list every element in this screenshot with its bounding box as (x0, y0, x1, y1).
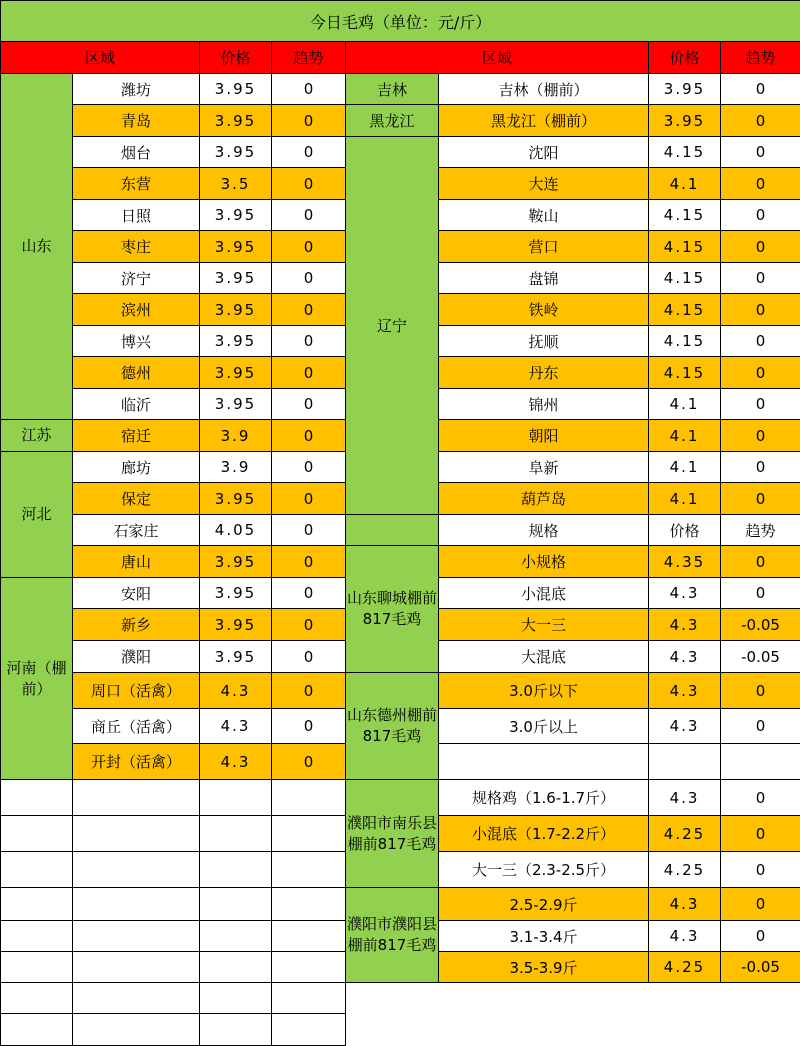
trend-cell: 0 (272, 74, 346, 105)
region-group-cell: 山东聊城棚前817毛鸡 (346, 546, 439, 673)
empty-cell (1, 780, 73, 816)
region-group-cell: 濮阳市南乐县棚前817毛鸡 (346, 780, 439, 888)
table-row (1, 983, 800, 1014)
header-price-right: 价格 (649, 42, 721, 74)
price-cell: 4.15 (649, 200, 721, 231)
trend-cell: 0 (272, 609, 346, 641)
empty-cell (272, 852, 346, 888)
city-cell: 博兴 (73, 326, 200, 357)
city-cell: 烟台 (73, 137, 200, 168)
table-row (1, 1014, 800, 1046)
city-cell: 沈阳 (439, 137, 649, 168)
city-cell: 安阳 (73, 578, 200, 609)
trend-cell: 0 (721, 326, 800, 357)
trend-cell: 0 (272, 357, 346, 389)
price-cell: 3.95 (649, 74, 721, 105)
price-cell: 3.95 (200, 200, 272, 231)
empty-cell (272, 983, 346, 1014)
price-cell: 4.3 (200, 709, 272, 744)
empty-cell (73, 952, 200, 983)
empty-cell (73, 1014, 200, 1046)
price-cell: 4.3 (649, 641, 721, 673)
city-cell: 青岛 (73, 105, 200, 137)
price-cell: 4.3 (649, 609, 721, 641)
spec-cell: 大一三 (439, 609, 649, 641)
price-cell: 4.15 (649, 326, 721, 357)
empty-cell (272, 921, 346, 952)
empty-cell (1, 952, 73, 983)
price-cell: 4.15 (649, 263, 721, 294)
empty-cell (200, 888, 272, 921)
city-cell: 濮阳 (73, 641, 200, 673)
spec-cell: 小混底 (439, 578, 649, 609)
header-trend-left: 趋势 (272, 42, 346, 74)
trend-cell: 0 (721, 852, 800, 888)
price-cell: 4.1 (649, 483, 721, 515)
price-cell: 4.3 (649, 578, 721, 609)
price-cell: 4.35 (649, 546, 721, 578)
empty-cell (73, 983, 200, 1014)
city-cell: 阜新 (439, 452, 649, 483)
region-group-cell: 山东德州棚前817毛鸡 (346, 673, 439, 780)
city-cell: 黑龙江（棚前） (439, 105, 649, 137)
spec-cell: 小混底（1.7-2.2斤） (439, 816, 649, 852)
price-cell: 4.15 (649, 137, 721, 168)
city-cell: 大连 (439, 168, 649, 200)
region-group-cell: 濮阳市濮阳县棚前817毛鸡 (346, 888, 439, 983)
empty-cell (200, 816, 272, 852)
trend-cell: 0 (721, 357, 800, 389)
empty-cell (73, 888, 200, 921)
price-cell: 3.95 (200, 483, 272, 515)
empty-cell (272, 888, 346, 921)
trend-cell: 0 (272, 709, 346, 744)
city-cell: 济宁 (73, 263, 200, 294)
trend-cell: -0.05 (721, 609, 800, 641)
header-price-left: 价格 (200, 42, 272, 74)
empty-cell (649, 744, 721, 780)
trend-cell: 0 (272, 515, 346, 546)
trend-cell: 0 (721, 105, 800, 137)
empty-cell (1, 852, 73, 888)
price-cell: 3.95 (200, 105, 272, 137)
price-cell: 3.95 (200, 326, 272, 357)
trend-cell: 0 (272, 326, 346, 357)
city-cell: 宿迁 (73, 420, 200, 452)
trend-cell: 0 (272, 389, 346, 420)
city-cell: 盘锦 (439, 263, 649, 294)
price-cell: 3.95 (200, 231, 272, 263)
empty-cell (1, 888, 73, 921)
city-cell: 锦州 (439, 389, 649, 420)
spec-cell: 大混底 (439, 641, 649, 673)
city-cell: 丹东 (439, 357, 649, 389)
city-cell: 抚顺 (439, 326, 649, 357)
price-cell: 3.95 (200, 137, 272, 168)
city-cell: 临沂 (73, 389, 200, 420)
empty-cell (1, 816, 73, 852)
price-cell: 3.95 (200, 263, 272, 294)
province-cell: 山东 (1, 74, 73, 420)
price-cell: 3.95 (200, 74, 272, 105)
price-cell: 3.95 (200, 389, 272, 420)
price-cell: 4.1 (649, 389, 721, 420)
price-cell: 3.95 (649, 105, 721, 137)
city-cell: 新乡 (73, 609, 200, 641)
trend-cell: 0 (721, 816, 800, 852)
header-region-right: 区域 (346, 42, 649, 74)
spec-header: 规格 (439, 515, 649, 546)
city-cell: 滨州 (73, 294, 200, 326)
spec-cell: 3.0斤以下 (439, 673, 649, 709)
price-cell: 4.3 (649, 921, 721, 952)
trend-cell: 0 (272, 744, 346, 780)
trend-cell: 0 (272, 420, 346, 452)
city-cell: 潍坊 (73, 74, 200, 105)
city-cell: 葫芦岛 (439, 483, 649, 515)
trend-cell: 0 (721, 420, 800, 452)
table-row (1, 888, 800, 921)
trend-cell: 0 (721, 483, 800, 515)
price-cell: 3.95 (200, 578, 272, 609)
empty-cell (73, 816, 200, 852)
city-cell: 廊坊 (73, 452, 200, 483)
empty-cell (73, 852, 200, 888)
trend-cell: 0 (272, 294, 346, 326)
city-cell: 枣庄 (73, 231, 200, 263)
price-cell: 4.3 (200, 744, 272, 780)
trend-cell: 0 (721, 578, 800, 609)
empty-cell (200, 1014, 272, 1046)
spec-cell: 3.5-3.9斤 (439, 952, 649, 983)
price-cell: 3.95 (200, 609, 272, 641)
trend-cell: 0 (272, 263, 346, 294)
city-cell: 周口（活禽） (73, 673, 200, 709)
table-row (1, 515, 800, 546)
empty-cell (272, 1014, 346, 1046)
price-cell: 4.15 (649, 231, 721, 263)
city-cell: 商丘（活禽） (73, 709, 200, 744)
trend-cell: 0 (721, 200, 800, 231)
empty-cell (200, 780, 272, 816)
empty-cell (200, 952, 272, 983)
table-row (1, 105, 800, 137)
province-cell: 黑龙江 (346, 105, 439, 137)
spec-cell: 3.1-3.4斤 (439, 921, 649, 952)
city-cell: 保定 (73, 483, 200, 515)
trend-cell: 0 (272, 673, 346, 709)
province-cell: 吉林 (346, 74, 439, 105)
empty-cell (721, 744, 800, 780)
empty-cell (272, 780, 346, 816)
table-row (1, 42, 800, 74)
trend-cell: 0 (721, 74, 800, 105)
price-cell: 3.5 (200, 168, 272, 200)
price-cell: 4.25 (649, 852, 721, 888)
empty-cell (73, 780, 200, 816)
trend-cell: 0 (272, 546, 346, 578)
price-cell: 4.3 (200, 673, 272, 709)
empty-cell (200, 921, 272, 952)
price-cell: 4.15 (649, 294, 721, 326)
header-trend-right: 趋势 (721, 42, 800, 74)
trend-cell: 0 (272, 578, 346, 609)
trend-cell: 0 (721, 888, 800, 921)
price-cell: 4.25 (649, 952, 721, 983)
trend-cell: 0 (272, 641, 346, 673)
table-row (1, 137, 800, 168)
empty-cell (200, 852, 272, 888)
table-row (1, 673, 800, 709)
province-cell: 河北 (1, 452, 73, 578)
city-cell: 唐山 (73, 546, 200, 578)
table-row (1, 780, 800, 816)
table-row (1, 546, 800, 578)
city-cell: 鞍山 (439, 200, 649, 231)
price-cell: 3.95 (200, 294, 272, 326)
spec-cell: 2.5-2.9斤 (439, 888, 649, 921)
price-cell: 3.9 (200, 452, 272, 483)
spec-cell: 3.0斤以上 (439, 709, 649, 744)
price-cell: 4.1 (649, 452, 721, 483)
price-header: 价格 (649, 515, 721, 546)
price-cell: 3.95 (200, 546, 272, 578)
price-cell: 4.05 (200, 515, 272, 546)
trend-cell: 0 (272, 231, 346, 263)
trend-cell: 0 (272, 105, 346, 137)
trend-cell: 0 (272, 137, 346, 168)
province-cell: 江苏 (1, 420, 73, 452)
trend-cell: 0 (272, 168, 346, 200)
spec-cell: 大一三（2.3-2.5斤） (439, 852, 649, 888)
city-cell: 日照 (73, 200, 200, 231)
city-cell: 朝阳 (439, 420, 649, 452)
city-cell: 营口 (439, 231, 649, 263)
spec-cell: 规格鸡（1.6-1.7斤） (439, 780, 649, 816)
price-cell: 3.95 (200, 641, 272, 673)
table-row (1, 1, 800, 42)
empty-cell (346, 515, 439, 546)
empty-cell (200, 983, 272, 1014)
trend-cell: 0 (721, 137, 800, 168)
trend-cell: 0 (721, 921, 800, 952)
empty-cell (1, 983, 73, 1014)
city-cell: 石家庄 (73, 515, 200, 546)
table-row (1, 74, 800, 105)
price-cell: 4.1 (649, 420, 721, 452)
price-cell: 4.25 (649, 816, 721, 852)
price-cell: 4.15 (649, 357, 721, 389)
city-cell: 铁岭 (439, 294, 649, 326)
empty-cell (272, 952, 346, 983)
price-cell: 3.95 (200, 357, 272, 389)
trend-cell: 0 (721, 168, 800, 200)
price-cell: 4.3 (649, 780, 721, 816)
trend-cell: 0 (721, 780, 800, 816)
trend-cell: 0 (721, 294, 800, 326)
price-cell: 3.9 (200, 420, 272, 452)
table-body (1, 1, 800, 1046)
table-title: 今日毛鸡（单位：元/斤） (1, 1, 800, 42)
empty-cell (1, 921, 73, 952)
trend-cell: 0 (721, 389, 800, 420)
trend-cell: -0.05 (721, 952, 800, 983)
header-region-left: 区域 (1, 42, 200, 74)
price-cell: 4.3 (649, 888, 721, 921)
price-cell: 4.3 (649, 673, 721, 709)
empty-cell (272, 816, 346, 852)
trend-cell: 0 (272, 483, 346, 515)
trend-cell: 0 (721, 263, 800, 294)
empty-cell (73, 921, 200, 952)
city-cell: 开封（活禽） (73, 744, 200, 780)
empty-cell (439, 744, 649, 780)
spec-cell: 小规格 (439, 546, 649, 578)
city-cell: 吉林（棚前） (439, 74, 649, 105)
trend-cell: 0 (272, 452, 346, 483)
province-cell: 辽宁 (346, 137, 439, 515)
trend-cell: 0 (721, 452, 800, 483)
trend-cell: 0 (272, 200, 346, 231)
trend-cell: 0 (721, 231, 800, 263)
city-cell: 德州 (73, 357, 200, 389)
price-cell: 4.3 (649, 709, 721, 744)
province-cell: 河南（棚前） (1, 578, 73, 780)
trend-cell: 0 (721, 709, 800, 744)
city-cell: 东营 (73, 168, 200, 200)
empty-cell (1, 1014, 73, 1046)
price-cell: 4.1 (649, 168, 721, 200)
trend-cell: -0.05 (721, 641, 800, 673)
trend-cell: 0 (721, 546, 800, 578)
trend-header: 趋势 (721, 515, 800, 546)
trend-cell: 0 (721, 673, 800, 709)
